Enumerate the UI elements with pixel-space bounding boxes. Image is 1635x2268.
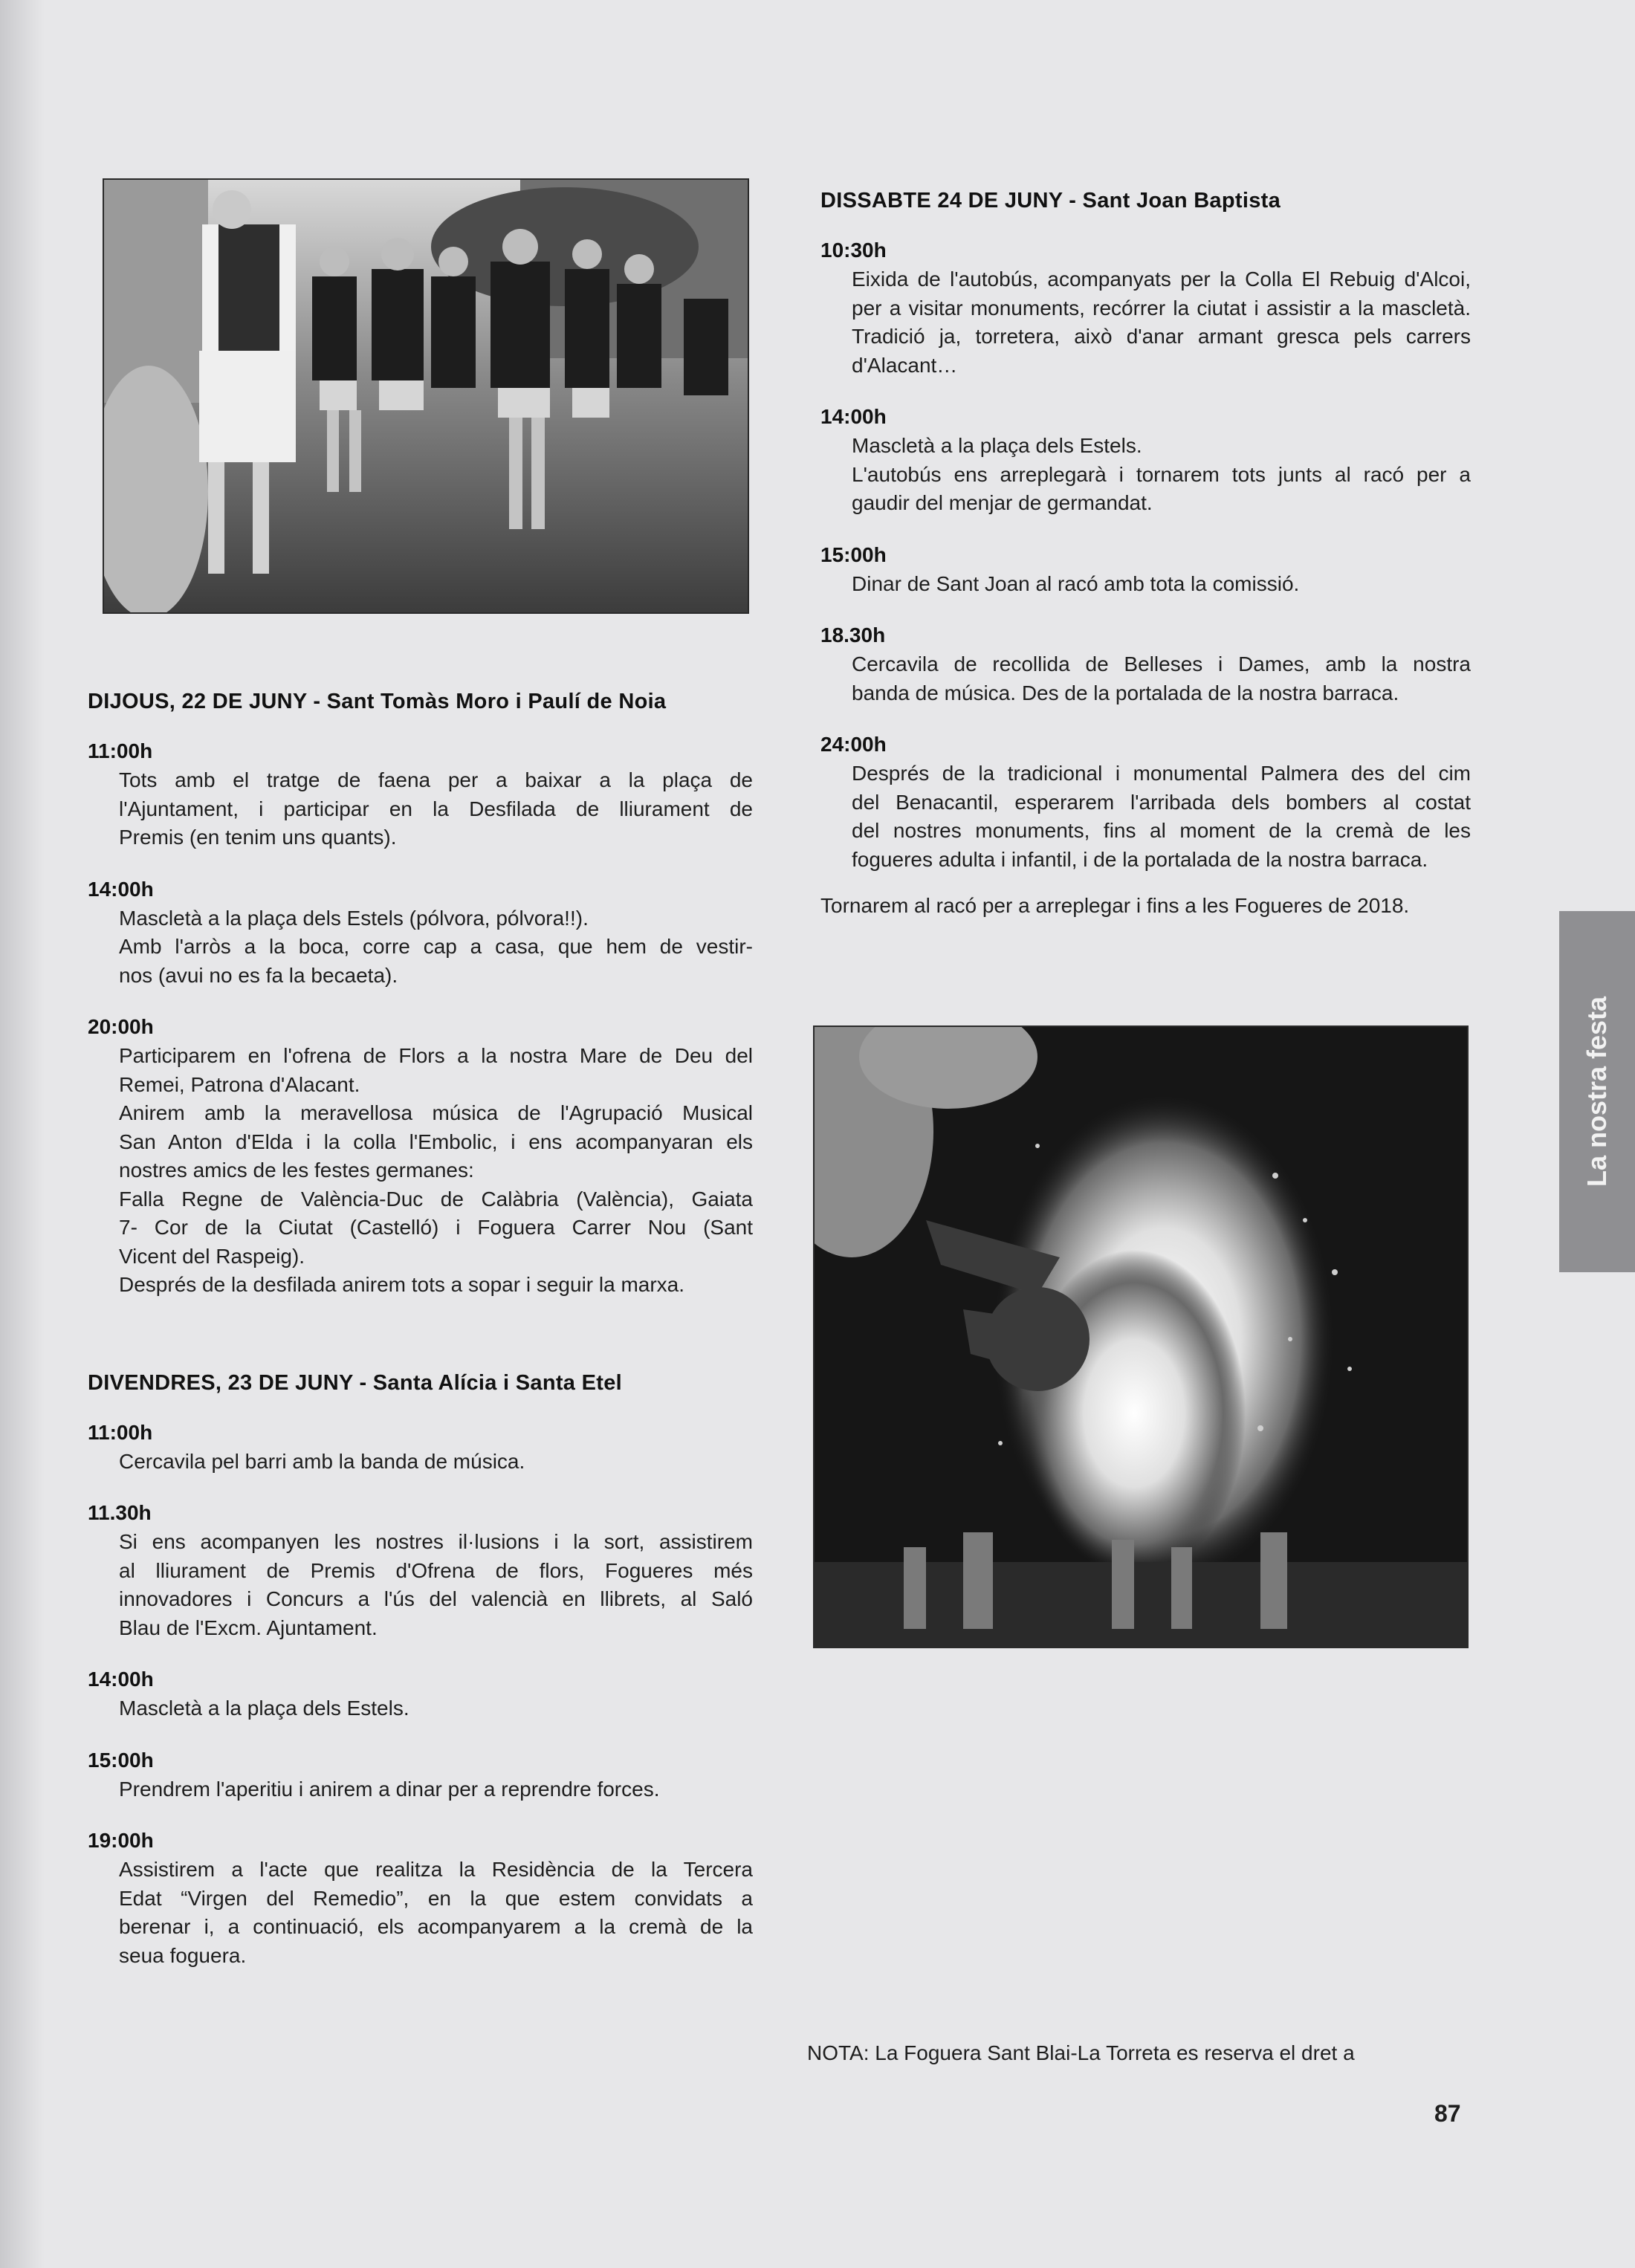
entry-line: Edat “Virgen del Remedio”, en la que estem convidats a (119, 1886, 753, 1910)
entry-line: Si ens acompanyen les nostres il·lusions i la sort, assistirem (119, 1530, 753, 1553)
entry-line: innovadores i Concurs a l'ús del valencià en llibrets, al Saló (119, 1587, 753, 1610)
entry-time: 11:00h (88, 739, 153, 762)
entry-line: del Benacantil, esperarem l'arribada dels bombers al costat (852, 790, 1471, 814)
entry-time: 14:00h (88, 877, 154, 901)
entry-line: Després de la tradicional i monumental Palmera des del cim (852, 762, 1471, 785)
schedule-entry (88, 1015, 753, 1300)
entry-line: Premis (en tenim uns quants). (119, 826, 397, 849)
entry-line: del nostres monuments, fins al moment de la cremà de les (852, 819, 1471, 842)
schedule-entry (88, 1501, 753, 1642)
nota-text: NOTA: La Foguera Sant Blai-La Torreta es reserva el dret a (807, 2041, 1355, 2064)
entry-time: 19:00h (88, 1829, 154, 1852)
entry-time: 14:00h (820, 405, 887, 428)
bonfire-photo (813, 1026, 1469, 1648)
entry-line: Assistirem a l'acte que realitza la Residència de la Tercera (119, 1858, 753, 1881)
closing-note: Tornarem al racó per a arreplegar i fins a les Fogueres de 2018. (820, 894, 1410, 917)
entry-time: 10:30h (820, 239, 887, 262)
entry-line: 7- Cor de la Ciutat (Castelló) i Foguera Carrer Nou (Sant (119, 1216, 753, 1239)
schedule-entry (88, 1829, 753, 1970)
entry-line: Mascletà a la plaça dels Estels. (119, 1697, 409, 1720)
entry-line: d'Alacant… (852, 353, 958, 377)
day-title: DIJOUS, 22 DE JUNY - Sant Tomàs Moro i Paulí de Noia (88, 690, 667, 713)
entry-line: Tradició ja, torretera, això d'anar armant gresca pels carrers (852, 325, 1471, 348)
entry-time: 15:00h (88, 1748, 154, 1772)
entry-time: 15:00h (820, 542, 887, 566)
entry-line: Blau de l'Excm. Ajuntament. (119, 1616, 378, 1639)
schedule-entry (88, 878, 753, 991)
schedule-entry (820, 543, 1471, 599)
schedule-entry (88, 1421, 753, 1477)
entry-time: 11:00h (88, 1420, 153, 1444)
entry-line: Falla Regne de València-Duc de Calàbria (València), Gaiata (119, 1187, 753, 1211)
entry-time: 18.30h (820, 623, 886, 647)
entry-line: Prendrem l'aperitiu i anirem a dinar per a reprendre forces. (119, 1777, 660, 1801)
schedule-entry (820, 239, 1471, 380)
schedule-entry (88, 739, 753, 852)
entry-time: 24:00h (820, 733, 887, 756)
entry-line: Anirem amb la meravellosa música de l'Agrupació Musical (119, 1101, 753, 1124)
entry-line: San Anton d'Elda i la colla l'Embolic, i ens acompanyaran els (119, 1130, 753, 1153)
schedule-entry (88, 1668, 753, 1723)
entry-line: fogueres adulta i infantil, i de la portalada de la nostra barraca. (852, 847, 1428, 871)
day-thursday (88, 690, 753, 1300)
schedule-entry (88, 1749, 753, 1804)
entry-line: Amb l'arròs a la boca, corre cap a casa, que hem de vestir- (119, 935, 753, 958)
entry-line: banda de música. Des de la portalada de la nostra barraca. (852, 681, 1399, 704)
day-title: DISSABTE 24 DE JUNY - Sant Joan Baptista (820, 189, 1281, 213)
entry-line: nos (avui no es fa la becaeta). (119, 963, 398, 987)
side-tab-label: La nostra festa (1581, 996, 1612, 1188)
page-gutter-shadow (0, 0, 45, 2268)
entry-line: seua foguera. (119, 1943, 247, 1967)
entry-time: 14:00h (88, 1668, 154, 1691)
entry-line: Participarem en l'ofrena de Flors a la nostra Mare de Deu del (119, 1044, 753, 1067)
schedule-entry (820, 733, 1471, 874)
entry-line: Després de la desfilada anirem tots a sopar i seguir la marxa. (119, 1273, 685, 1296)
entry-line: Remei, Patrona d'Alacant. (119, 1072, 360, 1096)
entry-line: Tots amb el tratge de faena per a baixar a la plaça de (119, 768, 753, 791)
entry-time: 11.30h (88, 1501, 152, 1524)
entry-line: L'autobús ens arreplegarà i tornarem tots junts al racó per a (852, 462, 1471, 486)
page-number: 87 (1434, 2100, 1461, 2127)
section-side-tab (1559, 911, 1635, 1272)
entry-line: berenar i, a continuació, els acompanyarem a la cremà de la (119, 1915, 753, 1938)
entry-line: al lliurament de Premis d'Ofrena de flors, Fogueres més (119, 1558, 753, 1582)
right-column (820, 189, 1471, 921)
entry-line: nostres amics de les festes germanes: (119, 1159, 474, 1182)
entry-line: Cercavila de recollida de Belleses i Dames, amb la nostra (852, 652, 1471, 675)
entry-line: gaudir del menjar de germandat. (852, 491, 1153, 514)
entry-line: l'Ajuntament, i participar en la Desfilada de lliurament de (119, 797, 753, 820)
entry-line: Mascletà a la plaça dels Estels (pólvora, pólvora!!). (119, 906, 589, 930)
day-friday (88, 1371, 753, 1971)
entry-line: Mascletà a la plaça dels Estels. (852, 434, 1142, 457)
entry-line: Cercavila pel barri amb la banda de música. (119, 1449, 525, 1473)
entry-line: Dinar de Sant Joan al racó amb tota la comissió. (852, 571, 1300, 595)
day-title: DIVENDRES, 23 DE JUNY - Santa Alícia i Santa Etel (88, 1370, 622, 1395)
entry-line: Vicent del Raspeig). (119, 1244, 305, 1268)
left-column (88, 690, 753, 1970)
entry-time: 20:00h (88, 1015, 154, 1038)
day-saturday (820, 189, 1471, 921)
parade-photo (103, 178, 749, 614)
schedule-entry (820, 623, 1471, 707)
entry-line: Eixida de l'autobús, acompanyats per la Colla El Rebuig d'Alcoi, (852, 268, 1471, 291)
entry-line: per a visitar monuments, recórrer la ciutat i assistir a la mascletà. (852, 296, 1471, 320)
schedule-entry (820, 405, 1471, 518)
